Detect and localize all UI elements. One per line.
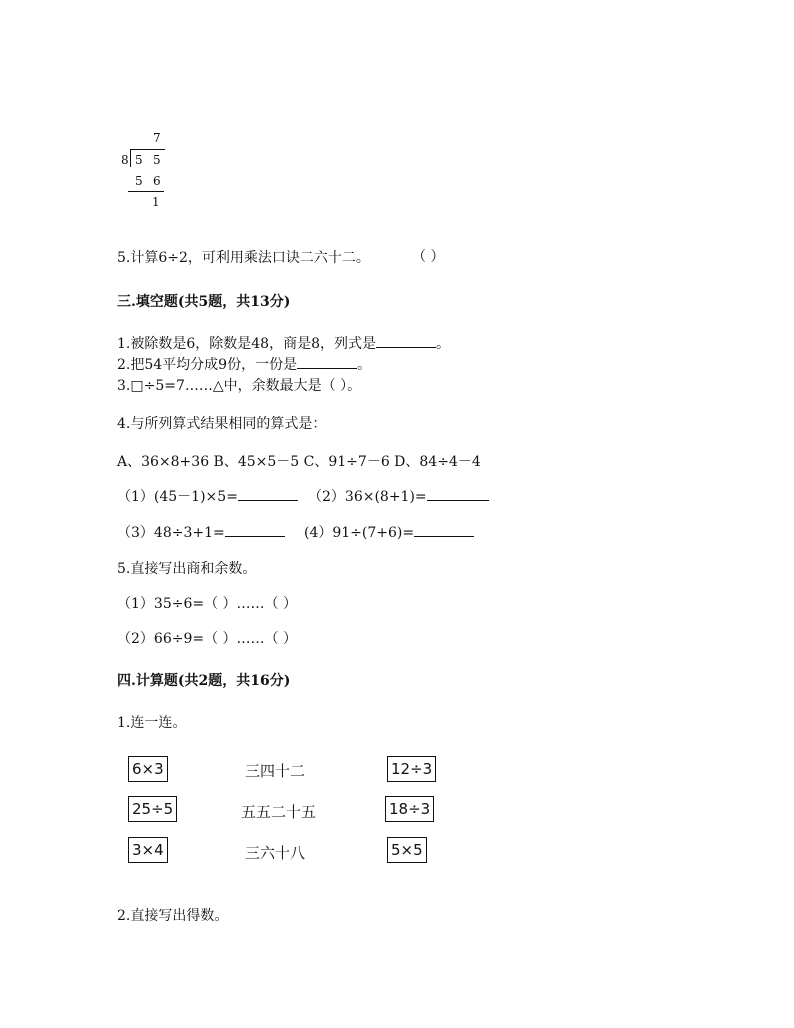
answer-blank[interactable] xyxy=(225,522,285,537)
answer-blank[interactable] xyxy=(414,522,474,537)
division-subtraction-line xyxy=(128,191,164,192)
fill-question-5: 5.直接写出商和余数。 xyxy=(117,561,257,577)
answer-blank[interactable] xyxy=(427,486,489,501)
division-quotient: 7 xyxy=(153,131,161,145)
calc-question-1: 1.连一连。 xyxy=(117,715,187,731)
match-right-box[interactable]: 18÷3 xyxy=(385,796,434,822)
division-bracket-top xyxy=(131,149,165,150)
judge-question-5: 5.计算6÷2，可利用乘法口诀二六十二。 xyxy=(117,250,370,266)
division-bracket-side xyxy=(130,149,131,167)
division-dividend-digit: 5 xyxy=(135,153,143,167)
fill-question-4-item-2: （2）36×(8+1)= xyxy=(308,486,489,506)
fill-question-3: 3.□÷5=7……△中，余数最大是（ ）。 xyxy=(117,378,362,394)
fill-question-4-options: A、36×8+36 B、45×5－5 C、91÷7－6 D、84÷4－4 xyxy=(117,454,481,470)
answer-blank[interactable] xyxy=(376,333,436,348)
division-dividend-digit: 5 xyxy=(153,153,161,167)
match-left-box[interactable]: 3×4 xyxy=(128,837,168,863)
division-divisor: 8 xyxy=(121,153,129,167)
match-middle-word[interactable]: 三四十二 xyxy=(245,762,306,780)
division-product-digit: 5 xyxy=(135,174,143,188)
match-right-box[interactable]: 5×5 xyxy=(387,837,427,863)
fill-question-4-item-1: （1）(45－1)×5= xyxy=(117,486,298,506)
match-left-box[interactable]: 6×3 xyxy=(128,756,168,782)
fill-question-4-item-4: (4）91÷(7+6)= xyxy=(304,522,474,542)
fill-question-2: 2.把54平均分成9份，一份是 。 xyxy=(117,354,371,374)
judge-answer-paren[interactable]: （ ） xyxy=(412,249,445,265)
answer-blank[interactable] xyxy=(297,354,357,369)
calc-question-2: 2.直接写出得数。 xyxy=(117,908,229,924)
fill-question-4-item-3: （3）48÷3+1= xyxy=(117,522,285,542)
fill-question-5-item-2: （2）66÷9=（ ）……（ ） xyxy=(117,631,297,647)
match-right-box[interactable]: 12÷3 xyxy=(387,756,436,782)
match-left-box[interactable]: 25÷5 xyxy=(128,796,177,822)
section-4-title: 四.计算题(共2题，共16分) xyxy=(117,673,291,689)
fill-question-4: 4.与所列算式结果相同的算式是： xyxy=(117,416,327,432)
fill-question-1: 1.被除数是6，除数是48，商是8，列式是 。 xyxy=(117,333,450,353)
answer-blank[interactable] xyxy=(238,486,298,501)
match-middle-word[interactable]: 五五二十五 xyxy=(241,803,317,821)
match-middle-word[interactable]: 三六十八 xyxy=(245,844,306,862)
section-3-title: 三.填空题(共5题，共13分) xyxy=(117,294,291,310)
fill-question-5-item-1: （1）35÷6=（ ）……（ ） xyxy=(117,596,297,612)
division-product-digit: 6 xyxy=(153,174,161,188)
division-remainder: 1 xyxy=(152,195,160,209)
